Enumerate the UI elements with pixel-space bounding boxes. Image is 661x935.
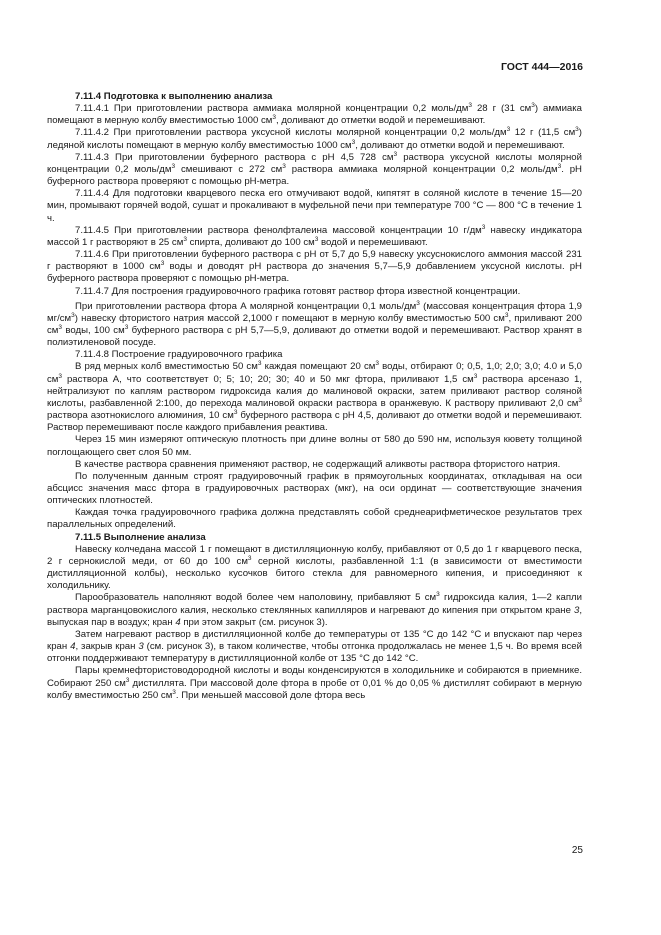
paragraph: Пары кремнефтористоводородной кислоты и воды конденсируются в холодильнике и собираются в приемнике. Собирают 250 $см^3$ дистиллята. При массовой доле фтора в пробе от 0,01 % до 0,05 % дистиллят собирают в мерную колбу вместимостью 250 $см^3$. При меньшей массовой доле фтора весь xyxy=(47,665,582,701)
paragraph: 7.11.4.1 При приготовлении раствора аммиака молярной концентрации 0,2 моль/$дм^3$ 28 г (31 $см^3$) аммиака помещают в мерную колбу вместимостью 1000 $см^3$, доливают до отметки водой и перемешивают. xyxy=(47,102,583,127)
paragraph: Парообразователь наполняют водой более чем наполовину, прибавляют 5 $см^3$ гидроксида калия, 1—2 капли раствора марганцовокислого калия, несколько стеклянных капилляров и нагревают до кипения при открытом кране 3, выпуская пар в воздух; кран 4 при этом закрыт (см. рисунок 3). xyxy=(47,591,582,628)
paragraph: По полученным данным строят градуировочный график в прямоугольных координатах, откладывая на оси абсцисс значения масс фтора в градуировочных растворах (мкг), на оси ординат — соответствующие значения оптических плотностей. xyxy=(47,470,582,507)
paragraph: Навеску колчедана массой 1 г помещают в дистилляционную колбу, прибавляют от 0,5 до 1 г кварцевого песка, 2 г сернокислой меди, от 60 до 100 $см^3$ серной кислоты, разбавленной 1:1 (в зависимости от вместимости дистилляционной колбы), несколько кусочков битого стекла для равномерного кипения, и присоединяют к холодильнику. xyxy=(47,543,582,592)
document-body xyxy=(47,91,582,702)
paragraph: В качестве раствора сравнения применяют раствор, не содержащий аликвоты раствора фтористого натрия. xyxy=(75,458,561,470)
paragraph: 7.11.4.7 Для построения градуировочного графика готовят раствор фтора известной концентрации. xyxy=(75,285,521,297)
paragraph: В ряд мерных колб вместимостью 50 $см^3$ каждая помещают 20 $см^3$ воды, отбирают 0; 0,5, 1,0; 2,0; 3,0; 4.0 и 5,0 $см^3$ раствора А, что соответствует 0; 5; 10; 20; 30; 40 и 50 мкг фтора, приливают 1,5 $см^3$ раствора арсеназо 1, нейтрализуют по каплям раствором гидроксида калия до малиновой окраски, затем приливают раствор соляной кислоты, разбавленной 2:100, до перехода малиновой окраски раствора в оранжевую. К раствору приливают 2,0 $см^3$ раствора азотнокислого алюминия, 10 $см^3$ буферного раствора с pH 4,5, доливают до отметки водой и перемешивают. Раствор перемешивают после каждого прибавления реактива. xyxy=(47,360,582,434)
paragraph: Через 15 мин измеряют оптическую плотность при длине волны от 580 до 590 нм, используя кювету толщиной поглощающего свет слоя 50 мм. xyxy=(47,434,582,458)
paragraph: 7.11.4.2 При приготовлении раствора уксусной кислоты молярной концентрации 0,2 моль/$дм^3$ 12 г (11,5 $см^3$) ледяной кислоты помещают в мерную колбу вместимостью 1000 $см^3$, доливают до отметки водой и перемешивают. xyxy=(47,126,582,151)
paragraph: 7.11.4.3 При приготовлении буферного раствора с pH 4,5 728 $см^3$ раствора уксусной кислоты молярной концентрации 0,2 моль/$дм^3$ смешивают с 272 $см^3$ раствора аммиака молярной концентрации 0,2 моль/$дм^3$. pH буферного раствора проверяют с помощью pH-метра. xyxy=(47,150,582,188)
section-heading: 7.11.4 Подготовка к выполнению анализа xyxy=(75,91,273,102)
document-code: ГОСТ 444—2016 xyxy=(500,61,583,73)
paragraph: 7.11.4.6 При приготовлении буферного раствора с pH от 5,7 до 5,9 навеску уксуснокислого аммония массой 231 г растворяют в 1000 $см^3$ воды и доводят pH раствора до значения 5,7—5,9 добавлением уксусной кислоты. pH буферного раствора проверяют с помощью pH-метра. xyxy=(47,249,582,285)
section-heading: 7.11.5 Выполнение анализа xyxy=(75,531,206,543)
paragraph: 7.11.4.5 При приготовлении раствора фенолфталеина массовой концентрации 10 $г/дм^3$ навеску индикатора массой 1 г растворяют в 25 $см^3$ спирта, доливают до 100 $см^3$ водой и перемешивают. xyxy=(47,223,582,248)
paragraph: Каждая точка градуировочного графика должна представлять собой среднеарифметическое результатов трех параллельных определений. xyxy=(47,507,582,531)
paragraph: 7.11.4.8 Построение градуировочного графика xyxy=(75,349,283,361)
paragraph: 7.11.4.4 Для подготовки кварцевого песка его отмучивают водой, кипятят в соляной кислоте в течение 15—20 мин, промывают горячей водой, сушат и прокаливают в муфельной печи при температуре 700 °C — 800 °C в течение 1 ч. xyxy=(47,188,582,224)
paragraph: Затем нагревают раствор в дистилляционной колбе до температуры от 135 °C до 142 °C и впускают пар через кран 4, закрыв кран 3 (см. рисунок 3), в таком количестве, чтобы отгонка продолжалась не менее 1,5 ч. Во время всей отгонки поддерживают температуру в дистилляционной колбе от 135 °C до 142 °C. xyxy=(47,628,582,665)
paragraph: При приготовлении раствора фтора А молярной концентрации 0,1 моль/$дм^3$ (массовая концентрация фтора 1,9 $мг/см^3$) навеску фтористого натрия массой 2,1000 г помещают в мерную колбу вместимостью 500 $см^3$, приливают 200 $см^3$ воды, 100 $см^3$ буферного раствора с pH 5,7—5,9, доливают до отметки водой и перемешивают. Раствор хранят в полиэтиленовой посуде. xyxy=(47,299,582,349)
page-number: 25 xyxy=(571,845,583,856)
